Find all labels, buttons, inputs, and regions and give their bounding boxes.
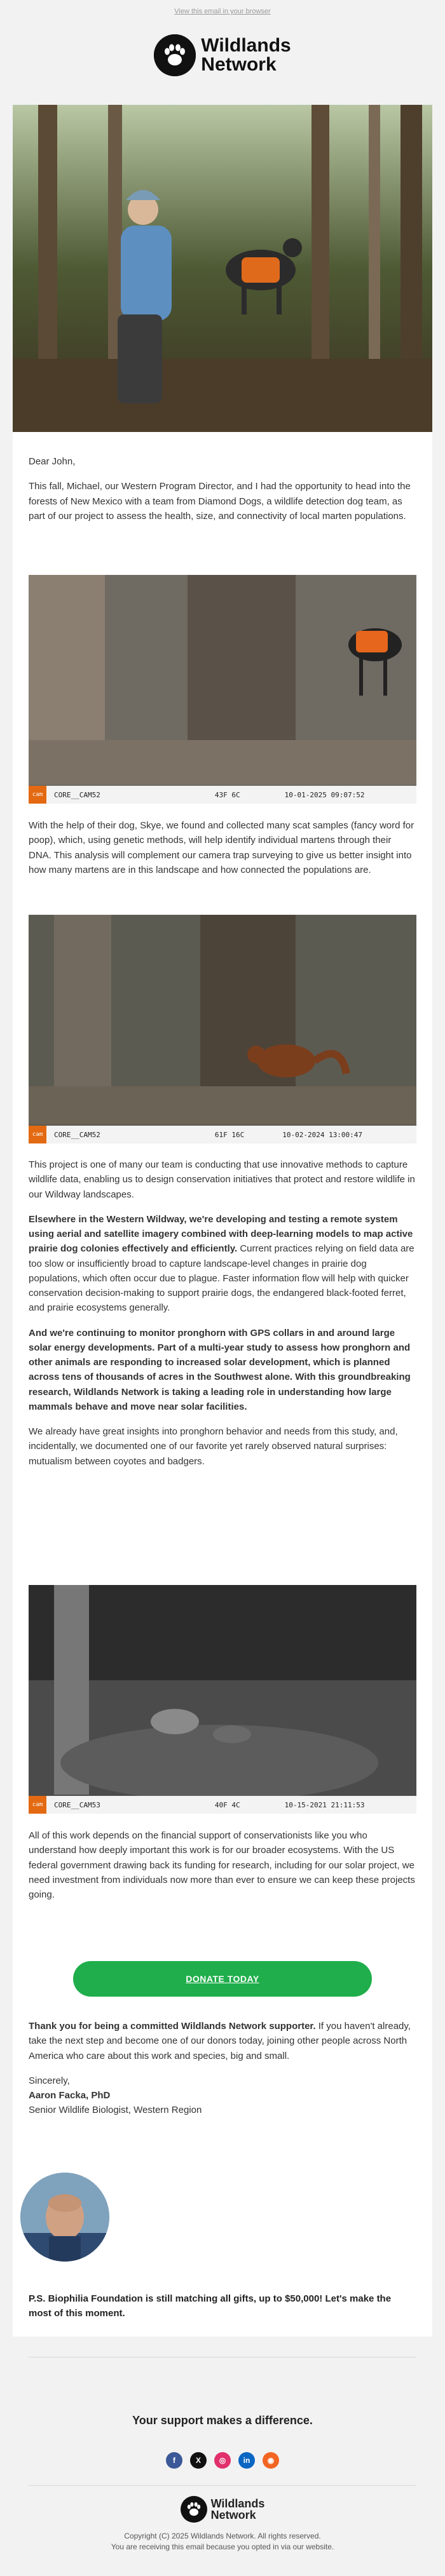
- support-heading: Your support makes a difference.: [132, 2414, 313, 2427]
- thank-you-lead: Thank you for being a committed Wildlands Network supporter.: [29, 2021, 316, 2032]
- paragraph-coyotes-badgers: We already have great insights into pronghorn behavior and needs from this study, and, incidentally, we documented one of our favorite yet rarely observed natural surprises: mutualism between coyotes and badgers.: [29, 1426, 398, 1467]
- camera-trap-photo-3: [29, 1585, 416, 1814]
- camera-info-strip: [29, 1796, 416, 1814]
- header-logo[interactable]: [0, 27, 445, 84]
- footer-brand-line1: Wildlands: [210, 2497, 265, 2510]
- signature-closing: Sincerely,: [29, 2075, 70, 2086]
- linkedin-icon[interactable]: in: [238, 2452, 255, 2469]
- paragraph-block-2: [29, 818, 416, 887]
- divider: [29, 2485, 416, 2486]
- paragraph-innovative-methods: This project is one of many our team is conducting that use innovative methods to capture wildlife data, enabling us to design conservation initiatives that protect and restore wildlife in our Wildway landscapes.: [29, 1159, 415, 1200]
- instagram-icon[interactable]: ◎: [214, 2452, 231, 2469]
- camera-trap-photo-2: [29, 915, 416, 1143]
- camera-temp: 40F 4C: [214, 1800, 240, 1809]
- topbar: [0, 0, 445, 25]
- greeting: Dear John,: [29, 456, 76, 467]
- camera-info-strip: [29, 786, 416, 804]
- paragraph-scat-samples: With the help of their dog, Skye, we found and collected many scat samples (fancy word for poop), which, using genetic methods, will help identify individual martens through their DNA. This analysis will complement our camera trap surveying to give us better insight into how many martens are in this landscape and how connected the populations are.: [29, 820, 414, 875]
- paragraph-block-5: [29, 2019, 416, 2118]
- paw-icon: [181, 2496, 207, 2523]
- facebook-icon[interactable]: f: [166, 2452, 182, 2469]
- camera-temp: 43F 6C: [214, 790, 240, 799]
- signature-title: Senior Wildlife Biologist, Western Region: [29, 2105, 202, 2116]
- rss-icon[interactable]: ◉: [263, 2452, 279, 2469]
- camera-id: CORE__CAM52: [54, 1130, 100, 1139]
- camera-id: CORE__CAM53: [54, 1800, 100, 1809]
- paw-icon: [154, 34, 196, 76]
- camera-timestamp: 10-02-2024 13:00:47: [282, 1130, 363, 1139]
- camera-brand-badge: cam: [29, 1796, 46, 1814]
- donate-button[interactable]: DONATE TODAY: [73, 1961, 372, 1997]
- brand-name-line2: Network: [201, 54, 277, 75]
- brand-name-line1: Wildlands: [201, 35, 291, 56]
- camera-timestamp: 10-01-2025 09:07:52: [284, 790, 365, 799]
- paragraph-thank-you: [29, 2019, 416, 2063]
- paragraph-prairie-dogs: [29, 1212, 416, 1316]
- signature-block: [29, 2074, 416, 2118]
- view-in-browser-link[interactable]: View this email in your browser: [174, 8, 271, 15]
- prairie-dogs-rest: Current practices relying on field data are too slow or insufficiently broad to capture landscape-level changes in prairie dog populations, which often occur due to plague. Faster information flow will help with quicker conservation decision-making to support prairie dogs, the endangered black-footed ferret, and prairie ecosystems generally.: [29, 1243, 414, 1314]
- x-icon[interactable]: X: [190, 2452, 207, 2469]
- paragraph-pronghorn: And we're continuing to monitor pronghorn with GPS collars in and around large solar energy developments. Part of a multi-year study to assess how pronghorn and other animals are responding to increased solar development, which is planned across tens of thousands of acres in the Southwest alone. With this groundbreaking research, Wildlands Network is taking a leading role in understanding how large mammals behave and move near solar facilities.: [29, 1327, 411, 1412]
- camera-brand-badge: cam: [29, 1126, 46, 1143]
- signature-name: Aaron Facka, PhD: [29, 2090, 111, 2101]
- matching-gift-notice: P.S. Biophilia Foundation is still matching all gifts, up to $50,000! Let's make the most of this moment.: [29, 2293, 392, 2319]
- camera-trap-photo-1: [29, 575, 416, 804]
- greeting-block: [29, 454, 416, 534]
- camera-timestamp: 10-15-2021 21:11:53: [284, 1800, 365, 1809]
- camera-temp: 61F 16C: [214, 1130, 245, 1139]
- footer: [0, 2531, 445, 2553]
- footer-optin: You are receiving this email because you opted in via our website.: [111, 2542, 334, 2552]
- social-links: [0, 2452, 445, 2469]
- avatar: [20, 2173, 109, 2262]
- paragraph-intro: This fall, Michael, our Western Program Director, and I had the opportunity to head into the forests of New Mexico with a team from Diamond Dogs, a wildlife detection dog team, as part of our project to assess the health, size, and connectivity of local marten populations.: [29, 481, 411, 522]
- footer-copyright: Copyright (C) 2025 Wildlands Network. All rights reserved.: [124, 2532, 321, 2540]
- paragraph-block-3: [29, 1157, 416, 1479]
- camera-id: CORE__CAM52: [54, 790, 100, 799]
- footer-logo[interactable]: [0, 2490, 445, 2528]
- hero-image: [13, 105, 432, 432]
- camera-info-strip: [29, 1126, 416, 1143]
- paragraph-financial-support: All of this work depends on the financial support of conservationists like you who understand how deeply important this work is for our broader ecosystems. With the US federal government drawing back its funding for research, including for our solar project, we need investment from individuals now more than ever to ensure we can keep these projects going.: [29, 1830, 415, 1900]
- camera-brand-badge: cam: [29, 786, 46, 804]
- footer-brand-line2: Network: [210, 2509, 256, 2521]
- prairie-dogs-lead: Elsewhere in the Western Wildway, we're developing and testing a remote system using aerial and satellite imagery combined with deep-learning models to map active prairie dog colonies effectively and efficiently.: [29, 1213, 413, 1255]
- paragraph-block-4: [29, 1828, 416, 1912]
- thank-you-rest: If you haven't already, take the next step and become one of our donors today, joining other people across North America who care about this work and species, big and small.: [29, 2021, 411, 2061]
